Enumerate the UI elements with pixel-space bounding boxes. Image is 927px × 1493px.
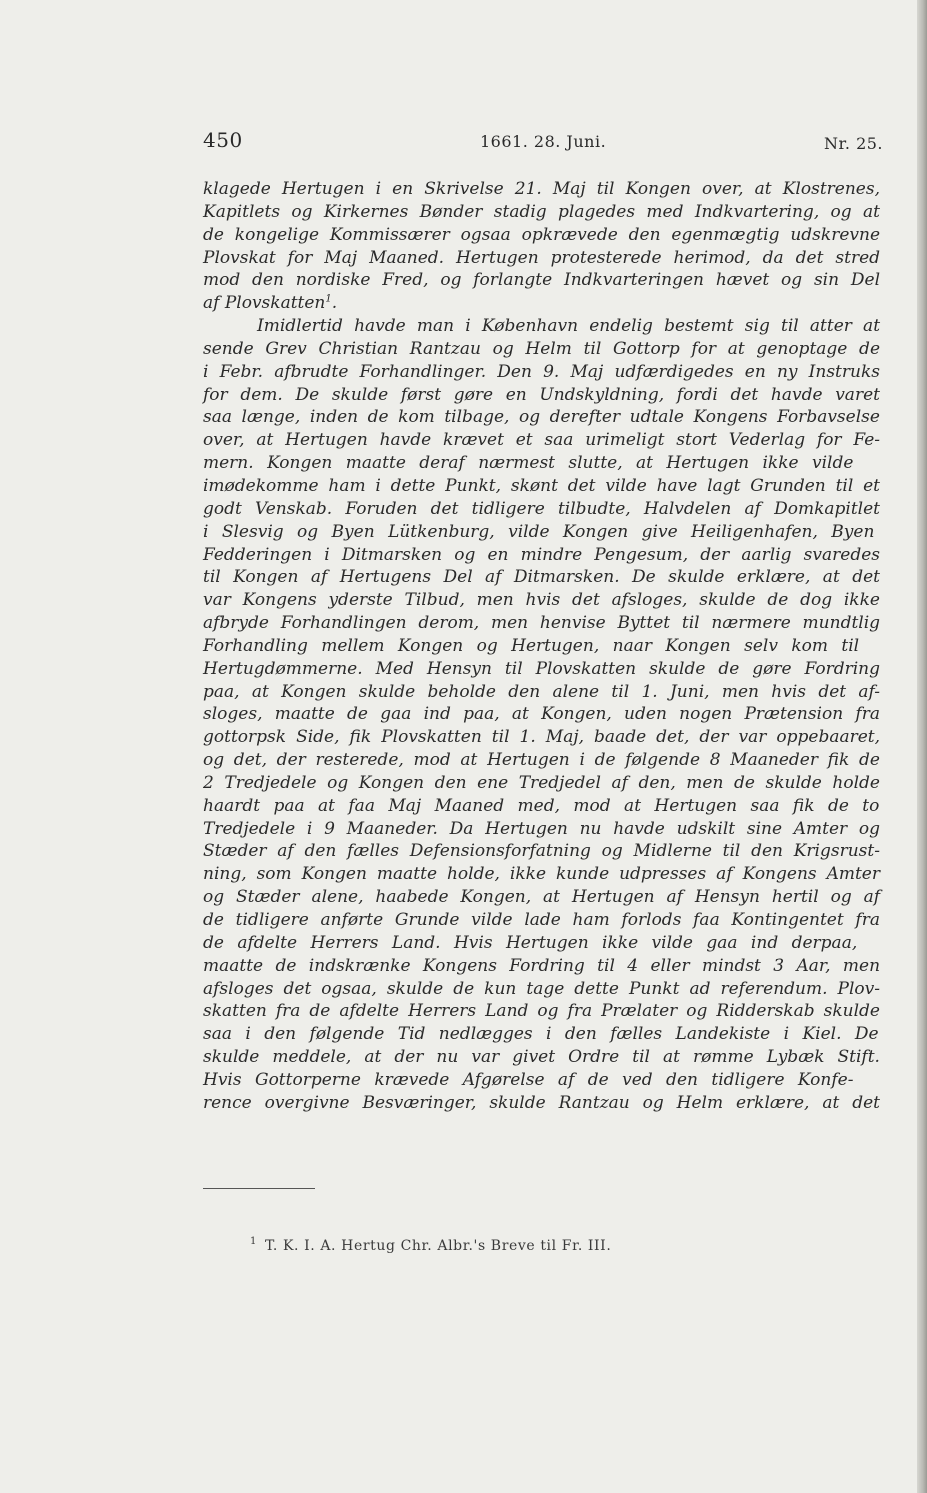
text-line: sende Grev Christian Rantzau og Helm til Gottorp for at genoptage de [203,338,881,359]
text-line: de kongelige Kommissærer ogsaa opkrævede den egenmægtig udskrevne [203,224,881,245]
footnote-divider [203,1188,315,1189]
text-line: Kapitlets og Kirkernes Bønder stadig plagedes med Indkvartering, og at [203,201,880,222]
text-line: afsloges det ogsaa, skulde de kun tage dette Punkt ad referendum. Plov- [203,978,880,999]
text-line: Stæder af den fælles Defensionsforfatning og Midlerne til den Krigsrust- [203,841,880,862]
text-line: og Stæder alene, haabede Kongen, at Hertugen af Hensyn hertil og af [203,887,881,908]
text-line: Tredjedele i 9 Maaneder. Da Hertugen nu havde udskilt sine Amter og [203,818,881,839]
text-line: Fedderingen i Ditmarsken og en mindre Pengesum, der aarlig svaredes [203,544,880,565]
text-line: gottorpsk Side, fik Plovskatten til 1. Maj, baade det, der var oppebaaret, [203,727,881,748]
text-line: for dem. De skulde først gøre en Undskyldning, fordi det havde varet [203,384,880,405]
text-line: paa, at Kongen skulde beholde den alene til 1. Juni, men hvis det af- [203,681,880,702]
text-line: sloges, maatte de gaa ind paa, at Kongen, uden nogen Prætension fra [203,704,880,725]
text-line: over, at Hertugen havde krævet et saa urimeligt stort Vederlag for Fe- [203,430,881,451]
paragraph-start-line: Imidlertid havde man i København endelig bestemt sig til atter at [257,316,881,337]
text-line: var Kongens yderste Tilbud, men hvis det afsloges, skulde de dog ikke [203,590,880,611]
text-line: Plovskat for Maj Maaned. Hertugen protesterede herimod, da det stred [203,247,881,268]
text-line: saa i den følgende Tid nedlægges i den fælles Landekiste i Kiel. De [203,1024,879,1045]
book-spine-edge [917,0,927,1493]
text-line: skatten fra de afdelte Herrers Land og fra Prælater og Ridderskab skulde [203,1001,880,1022]
text-line: imødekomme ham i dette Punkt, skønt det vilde have lagt Grunden til et [203,475,881,496]
page-number: 450 [203,128,243,152]
text-line: mern. Kongen maatte deraf nærmest slutte, at Hertugen ikke vilde [203,453,854,474]
running-header [0,128,927,158]
body-text [203,178,880,1115]
text-line: klagede Hertugen i en Skrivelse 21. Maj til Kongen over, at Klostrenes, [203,179,880,199]
text-line: godt Venskab. Foruden det tidligere tilbudte, Halvdelen af Domkapitlet [203,498,880,519]
text-line: skulde meddele, at der nu var givet Ordre til at rømme Lybæk Stift. [203,1047,880,1068]
running-title: 1661. 28. Juni. [480,132,607,151]
section-number: Nr. 25. [824,134,884,153]
footnote-reference[interactable]: 1 [325,293,332,305]
text-line: Hvis Gottorperne krævede Afgørelse af de ved den tidligere Konfe- [203,1069,854,1090]
footnote [250,1238,611,1254]
text-line: de afdelte Herrers Land. Hvis Hertugen ikke vilde gaa ind derpaa, [203,932,858,953]
text-line: 2 Tredjedele og Kongen den ene Tredjedel af den, men de skulde holde [203,772,880,793]
footnote-marker: 1 [250,1236,257,1248]
text-line: til Kongen af Hertugens Del af Ditmarsken. De skulde erklære, at det [203,567,880,588]
text-line: ning, som Kongen maatte holde, ikke kunde udpresses af Kongens Amter [203,864,880,885]
footnote-text: T. K. I. A. Hertug Chr. Albr.'s Breve til Fr. III. [264,1238,612,1254]
text-line: i Febr. afbrudte Forhandlinger. Den 9. Maj udfærdigedes en ny Instruks [203,361,880,382]
text-line: afbryde Forhandlingen derom, men henvise Byttet til nærmere mundtlig [203,613,881,634]
text-line: rence overgivne Besværinger, skulde Rantzau og Helm erklære, at det [203,1092,880,1113]
text-line: de tidligere anførte Grunde vilde lade ham forlods faa Kontingentet fra [203,910,880,930]
text-line: mod den nordiske Fred, og forlangte Indkvarteringen hævet og sin Del [203,270,881,291]
text-line: saa længe, inden de kom tilbage, og derefter udtale Kongens Forbavselse [203,407,880,428]
text-line: maatte de indskrænke Kongens Fordring til 4 eller mindst 3 Aar, men [203,955,881,976]
text-line: haardt paa at faa Maj Maaned med, mod at Hertugen saa fik de to [203,795,880,816]
text-line: Hertugdømmerne. Med Hensyn til Plovskatten skulde de gøre Fordring [203,658,881,679]
text-fragment: . [331,293,338,314]
text-line: i Slesvig og Byen Lütkenburg, vilde Kongen give Heiligenhafen, Byen [203,521,875,542]
text-fragment: af Plovskatten [203,293,326,314]
text-line: og det, der resterede, mod at Hertugen i de følgende 8 Maaneder fik de [203,750,880,771]
text-line: Forhandling mellem Kongen og Hertugen, naar Kongen selv kom til [203,635,860,656]
text-line-with-footnote [203,292,880,315]
